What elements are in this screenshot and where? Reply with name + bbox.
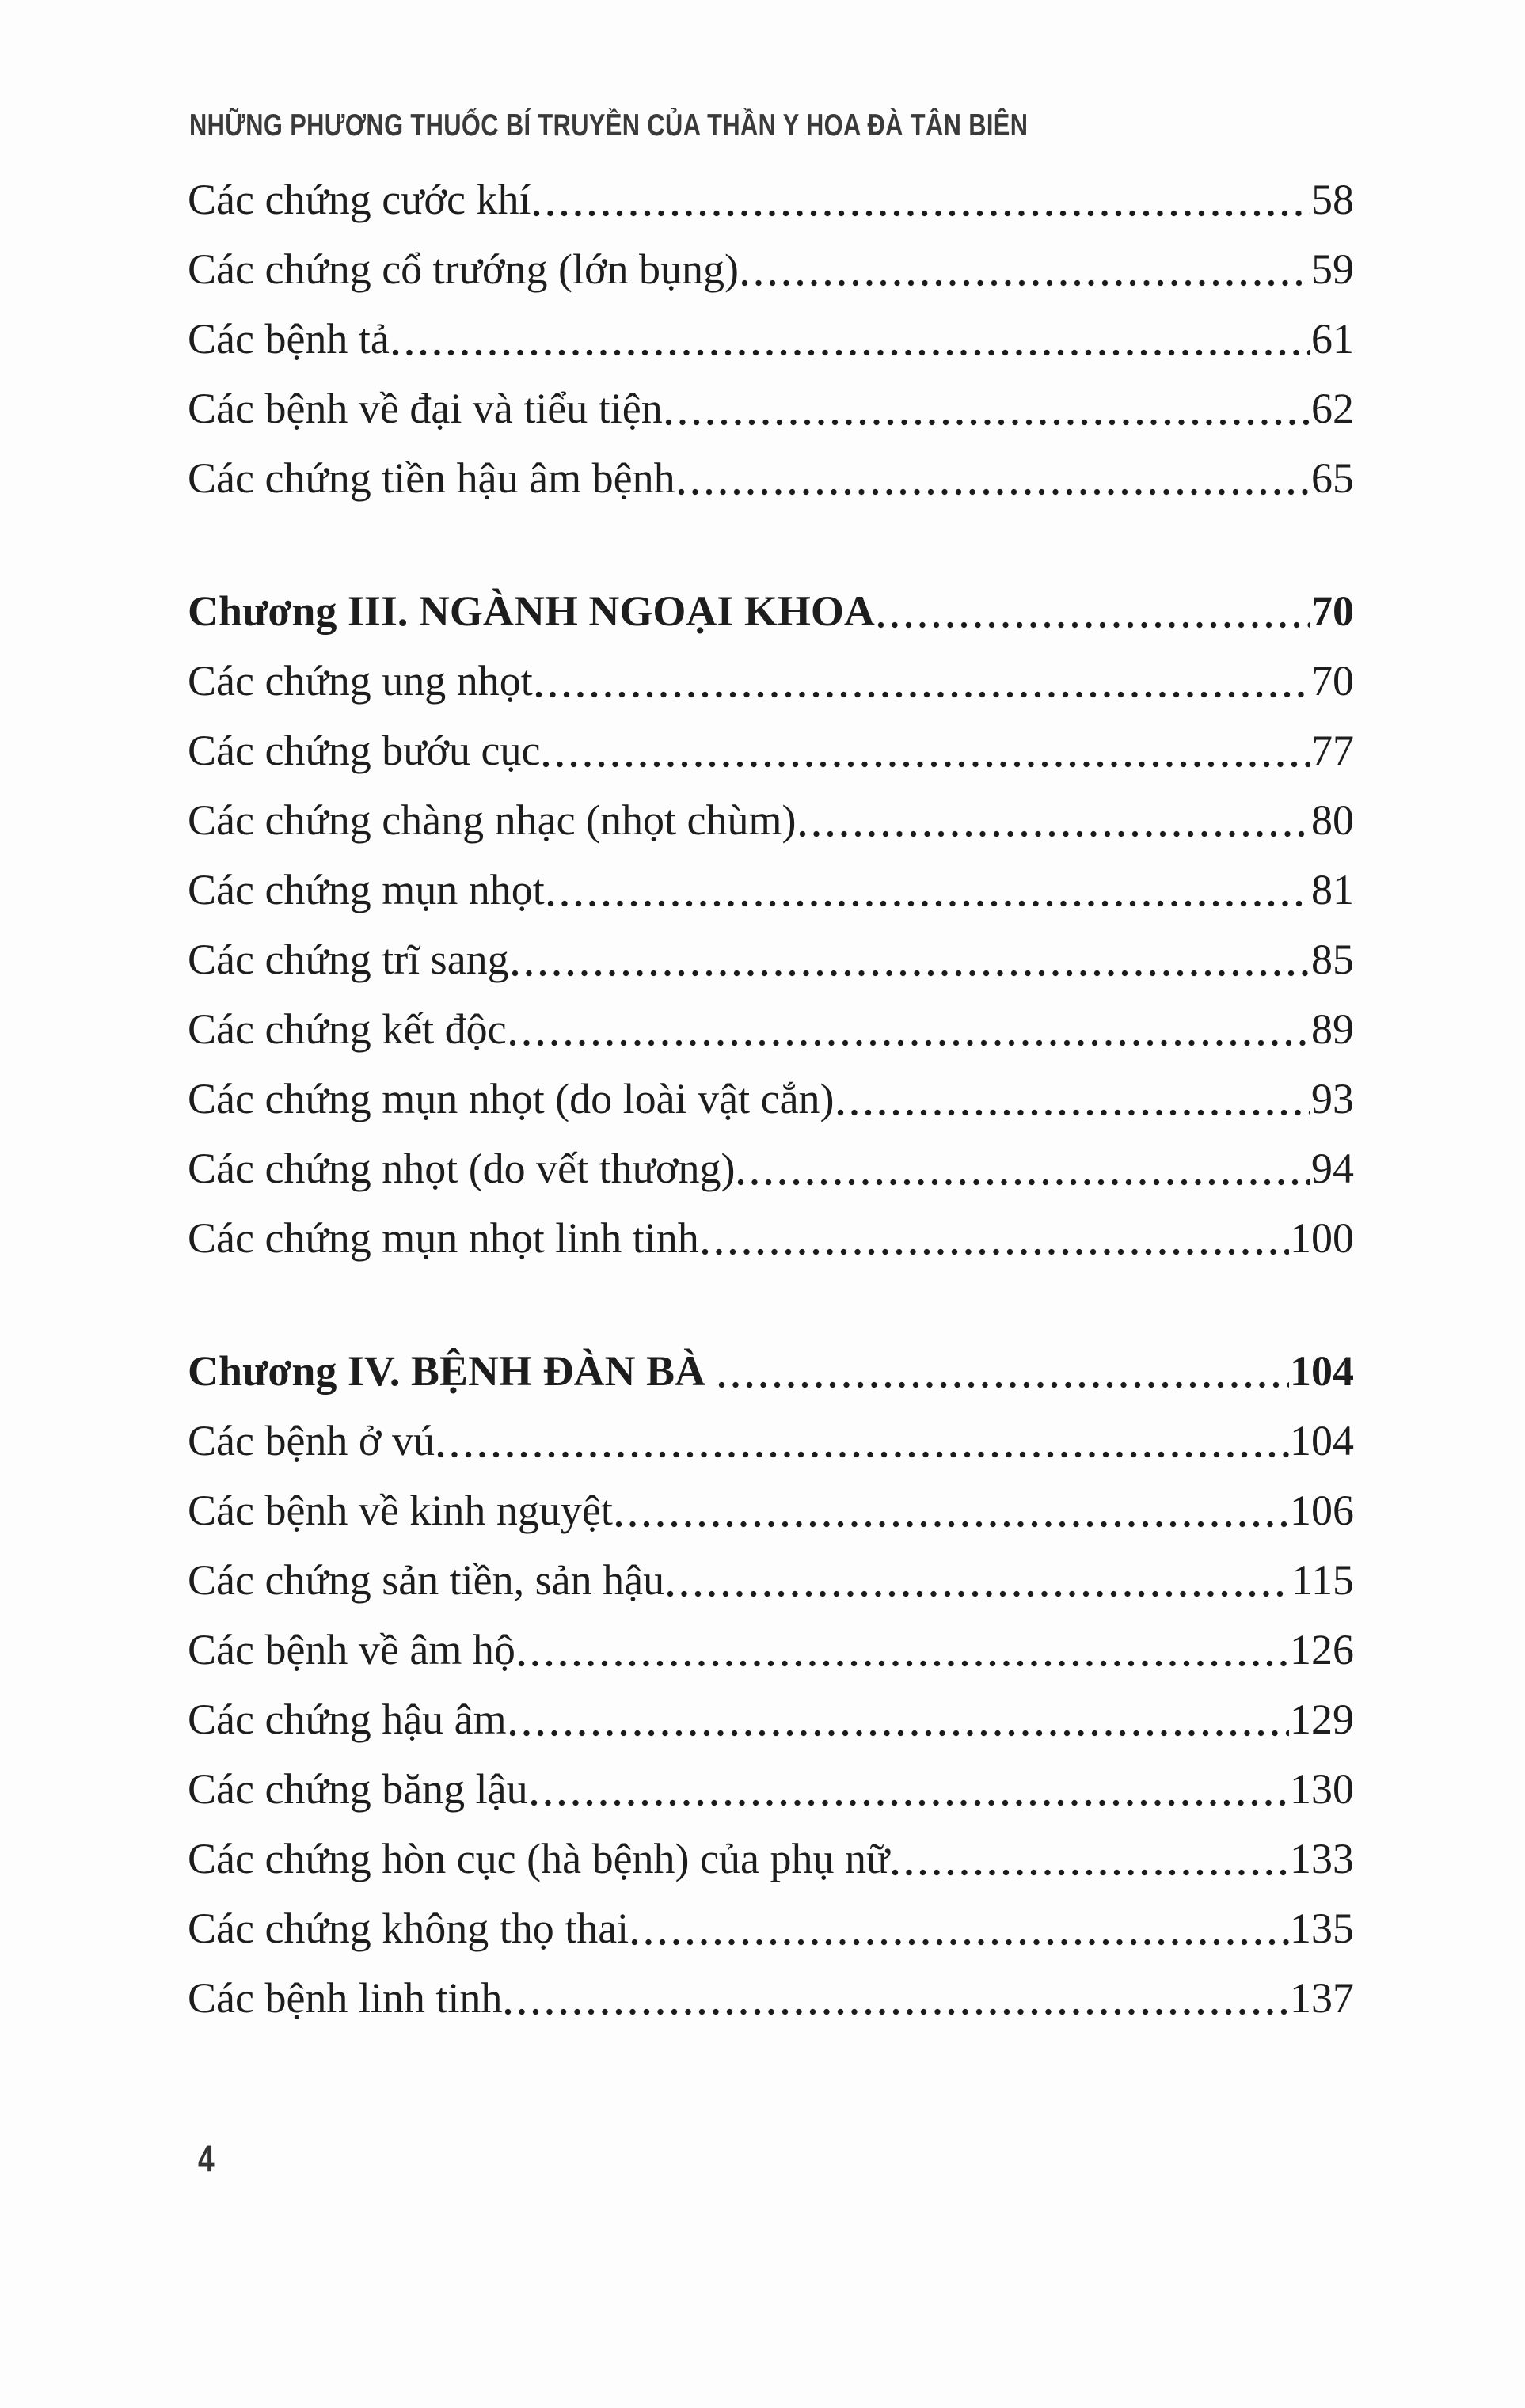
toc-dot-leader xyxy=(533,646,1311,716)
toc-entry-page: 137 xyxy=(1290,1974,1354,2022)
toc-entry xyxy=(188,925,1354,994)
toc-entry-label: Các bệnh linh tinh xyxy=(188,1974,503,2022)
toc-entry xyxy=(188,646,1354,716)
toc-chapter-heading-1 xyxy=(188,576,1354,646)
toc-entry-page: 133 xyxy=(1290,1835,1354,1882)
toc-entry-label: Các bệnh tả xyxy=(188,315,390,363)
toc-entry-label: Các bệnh về đại và tiểu tiện xyxy=(188,385,663,432)
toc-entry-label: Các chứng cước khí xyxy=(188,176,531,223)
toc-dot-leader xyxy=(675,443,1311,513)
toc-entry-page: 61 xyxy=(1311,315,1354,363)
toc-dot-leader xyxy=(515,1615,1290,1684)
toc-entry xyxy=(188,855,1354,925)
toc-entry xyxy=(188,1615,1354,1684)
toc-dot-leader xyxy=(797,785,1312,855)
running-header-text: NHỮNG PHƯƠNG THUỐC BÍ TRUYỀN CỦA THẦN Y HOA ĐÀ TÂN BIÊN xyxy=(189,108,1029,142)
toc-entry-label: Các chứng kết độc xyxy=(188,1005,507,1053)
toc-entry-label: Các chứng bướu cục xyxy=(188,727,541,774)
toc-dot-leader xyxy=(509,925,1311,994)
toc-entry-label: Các chứng tiền hậu âm bệnh xyxy=(188,454,675,502)
toc-entry-page: 130 xyxy=(1290,1765,1354,1813)
toc-entry-page: 81 xyxy=(1311,866,1354,913)
toc-dot-leader xyxy=(507,994,1311,1064)
toc-entry-label: Chương III. NGÀNH NGOẠI KHOA xyxy=(188,587,875,635)
toc-dot-leader xyxy=(545,855,1311,925)
toc-entry xyxy=(188,234,1354,304)
toc-dot-leader xyxy=(735,1134,1311,1203)
toc-entry xyxy=(188,1824,1354,1893)
toc-entry xyxy=(188,1406,1354,1476)
toc-entry-label: Các chứng mụn nhọt linh tinh xyxy=(188,1214,699,1262)
toc-entry-page: 94 xyxy=(1311,1145,1354,1192)
toc-entry xyxy=(188,1064,1354,1134)
toc-entry-label: Các chứng nhọt (do vết thương) xyxy=(188,1145,736,1192)
toc-dot-leader xyxy=(502,1963,1290,2033)
toc-entry-page: 104 xyxy=(1290,1417,1354,1464)
toc-entry-label: Các chứng ung nhọt xyxy=(188,657,533,705)
toc-entry-page: 80 xyxy=(1311,796,1354,844)
toc-dot-leader xyxy=(613,1476,1290,1545)
toc-dot-leader xyxy=(435,1406,1290,1476)
toc-entry-label: Các chứng sản tiền, sản hậu xyxy=(188,1556,665,1604)
toc-entry-label: Các chứng băng lậu xyxy=(188,1765,528,1813)
book-page xyxy=(0,108,1525,2408)
toc-entry-label: Các chứng trĩ sang xyxy=(188,936,509,983)
toc-entry-page: 104 xyxy=(1290,1347,1354,1395)
toc-dot-leader xyxy=(739,234,1311,304)
toc-entry-page: 115 xyxy=(1291,1556,1354,1604)
toc-entry xyxy=(188,716,1354,785)
toc-entry xyxy=(188,1134,1354,1203)
toc-dot-leader xyxy=(528,1754,1290,1824)
toc-entry-page: 59 xyxy=(1311,245,1354,293)
toc-dot-leader xyxy=(531,165,1311,234)
toc-entry-label: Các chứng mụn nhọt (do loài vật cắn) xyxy=(188,1075,835,1122)
toc-dot-leader xyxy=(540,716,1311,785)
toc-entry xyxy=(188,1476,1354,1545)
page-number xyxy=(198,2139,1525,2178)
toc-entry-page: 70 xyxy=(1311,657,1354,705)
toc-dot-leader xyxy=(629,1893,1290,1963)
toc-entry-label: Các chứng chàng nhạc (nhọt chùm) xyxy=(188,796,797,844)
toc-entry-page: 93 xyxy=(1311,1075,1354,1122)
toc-entry-label: Các chứng mụn nhọt xyxy=(188,866,545,913)
toc-entry xyxy=(188,304,1354,374)
toc-entry-page: 65 xyxy=(1311,454,1354,502)
running-header xyxy=(189,108,1354,144)
toc-entry xyxy=(188,165,1354,234)
toc-dot-leader xyxy=(889,1824,1290,1893)
toc-entry-label: Chương IV. BỆNH ĐÀN BÀ xyxy=(188,1347,717,1395)
toc-dot-leader xyxy=(835,1064,1311,1134)
toc-entry-page: 62 xyxy=(1311,385,1354,432)
toc-entry-page: 70 xyxy=(1311,587,1354,635)
toc-entry-page: 89 xyxy=(1311,1005,1354,1053)
toc-entry-label: Các bệnh về âm hộ xyxy=(188,1626,515,1673)
toc-entry-label: Các bệnh ở vú xyxy=(188,1417,435,1464)
toc-dot-leader xyxy=(699,1203,1290,1273)
toc-dot-leader xyxy=(716,1336,1290,1406)
toc-entry xyxy=(188,785,1354,855)
toc-entry-page: 77 xyxy=(1311,727,1354,774)
toc-dot-leader xyxy=(390,304,1311,374)
toc-entry-label: Các chứng hậu âm xyxy=(188,1696,507,1743)
page-number-text: 4 xyxy=(198,2137,215,2179)
toc-entry xyxy=(188,1754,1354,1824)
toc-entry-page: 135 xyxy=(1290,1905,1354,1952)
toc-entry-page: 129 xyxy=(1290,1696,1354,1743)
toc-entry-page: 126 xyxy=(1290,1626,1354,1673)
toc-entry-label: Các chứng cổ trướng (lớn bụng) xyxy=(188,245,739,293)
toc-entry-page: 58 xyxy=(1311,176,1354,223)
toc-entry xyxy=(188,1203,1354,1273)
toc-entry-page: 100 xyxy=(1290,1214,1354,1262)
toc-entry xyxy=(188,994,1354,1064)
toc-entry xyxy=(188,374,1354,443)
toc-entry-page: 106 xyxy=(1290,1487,1354,1534)
toc-dot-leader xyxy=(507,1684,1290,1754)
toc-entry-page: 85 xyxy=(1311,936,1354,983)
toc-entry xyxy=(188,1963,1354,2033)
table-of-contents xyxy=(188,165,1354,2033)
toc-entry xyxy=(188,1545,1354,1615)
toc-entry xyxy=(188,443,1354,513)
toc-dot-leader xyxy=(663,374,1311,443)
toc-entry-label: Các chứng hòn cục (hà bệnh) của phụ nữ xyxy=(188,1835,890,1882)
toc-entry xyxy=(188,1684,1354,1754)
toc-entry xyxy=(188,1893,1354,1963)
toc-dot-leader xyxy=(664,1545,1291,1615)
toc-entry-label: Các chứng không thọ thai xyxy=(188,1905,629,1952)
toc-dot-leader xyxy=(875,576,1311,646)
toc-entry-label: Các bệnh về kinh nguyệt xyxy=(188,1487,613,1534)
toc-chapter-heading-2 xyxy=(188,1336,1354,1406)
